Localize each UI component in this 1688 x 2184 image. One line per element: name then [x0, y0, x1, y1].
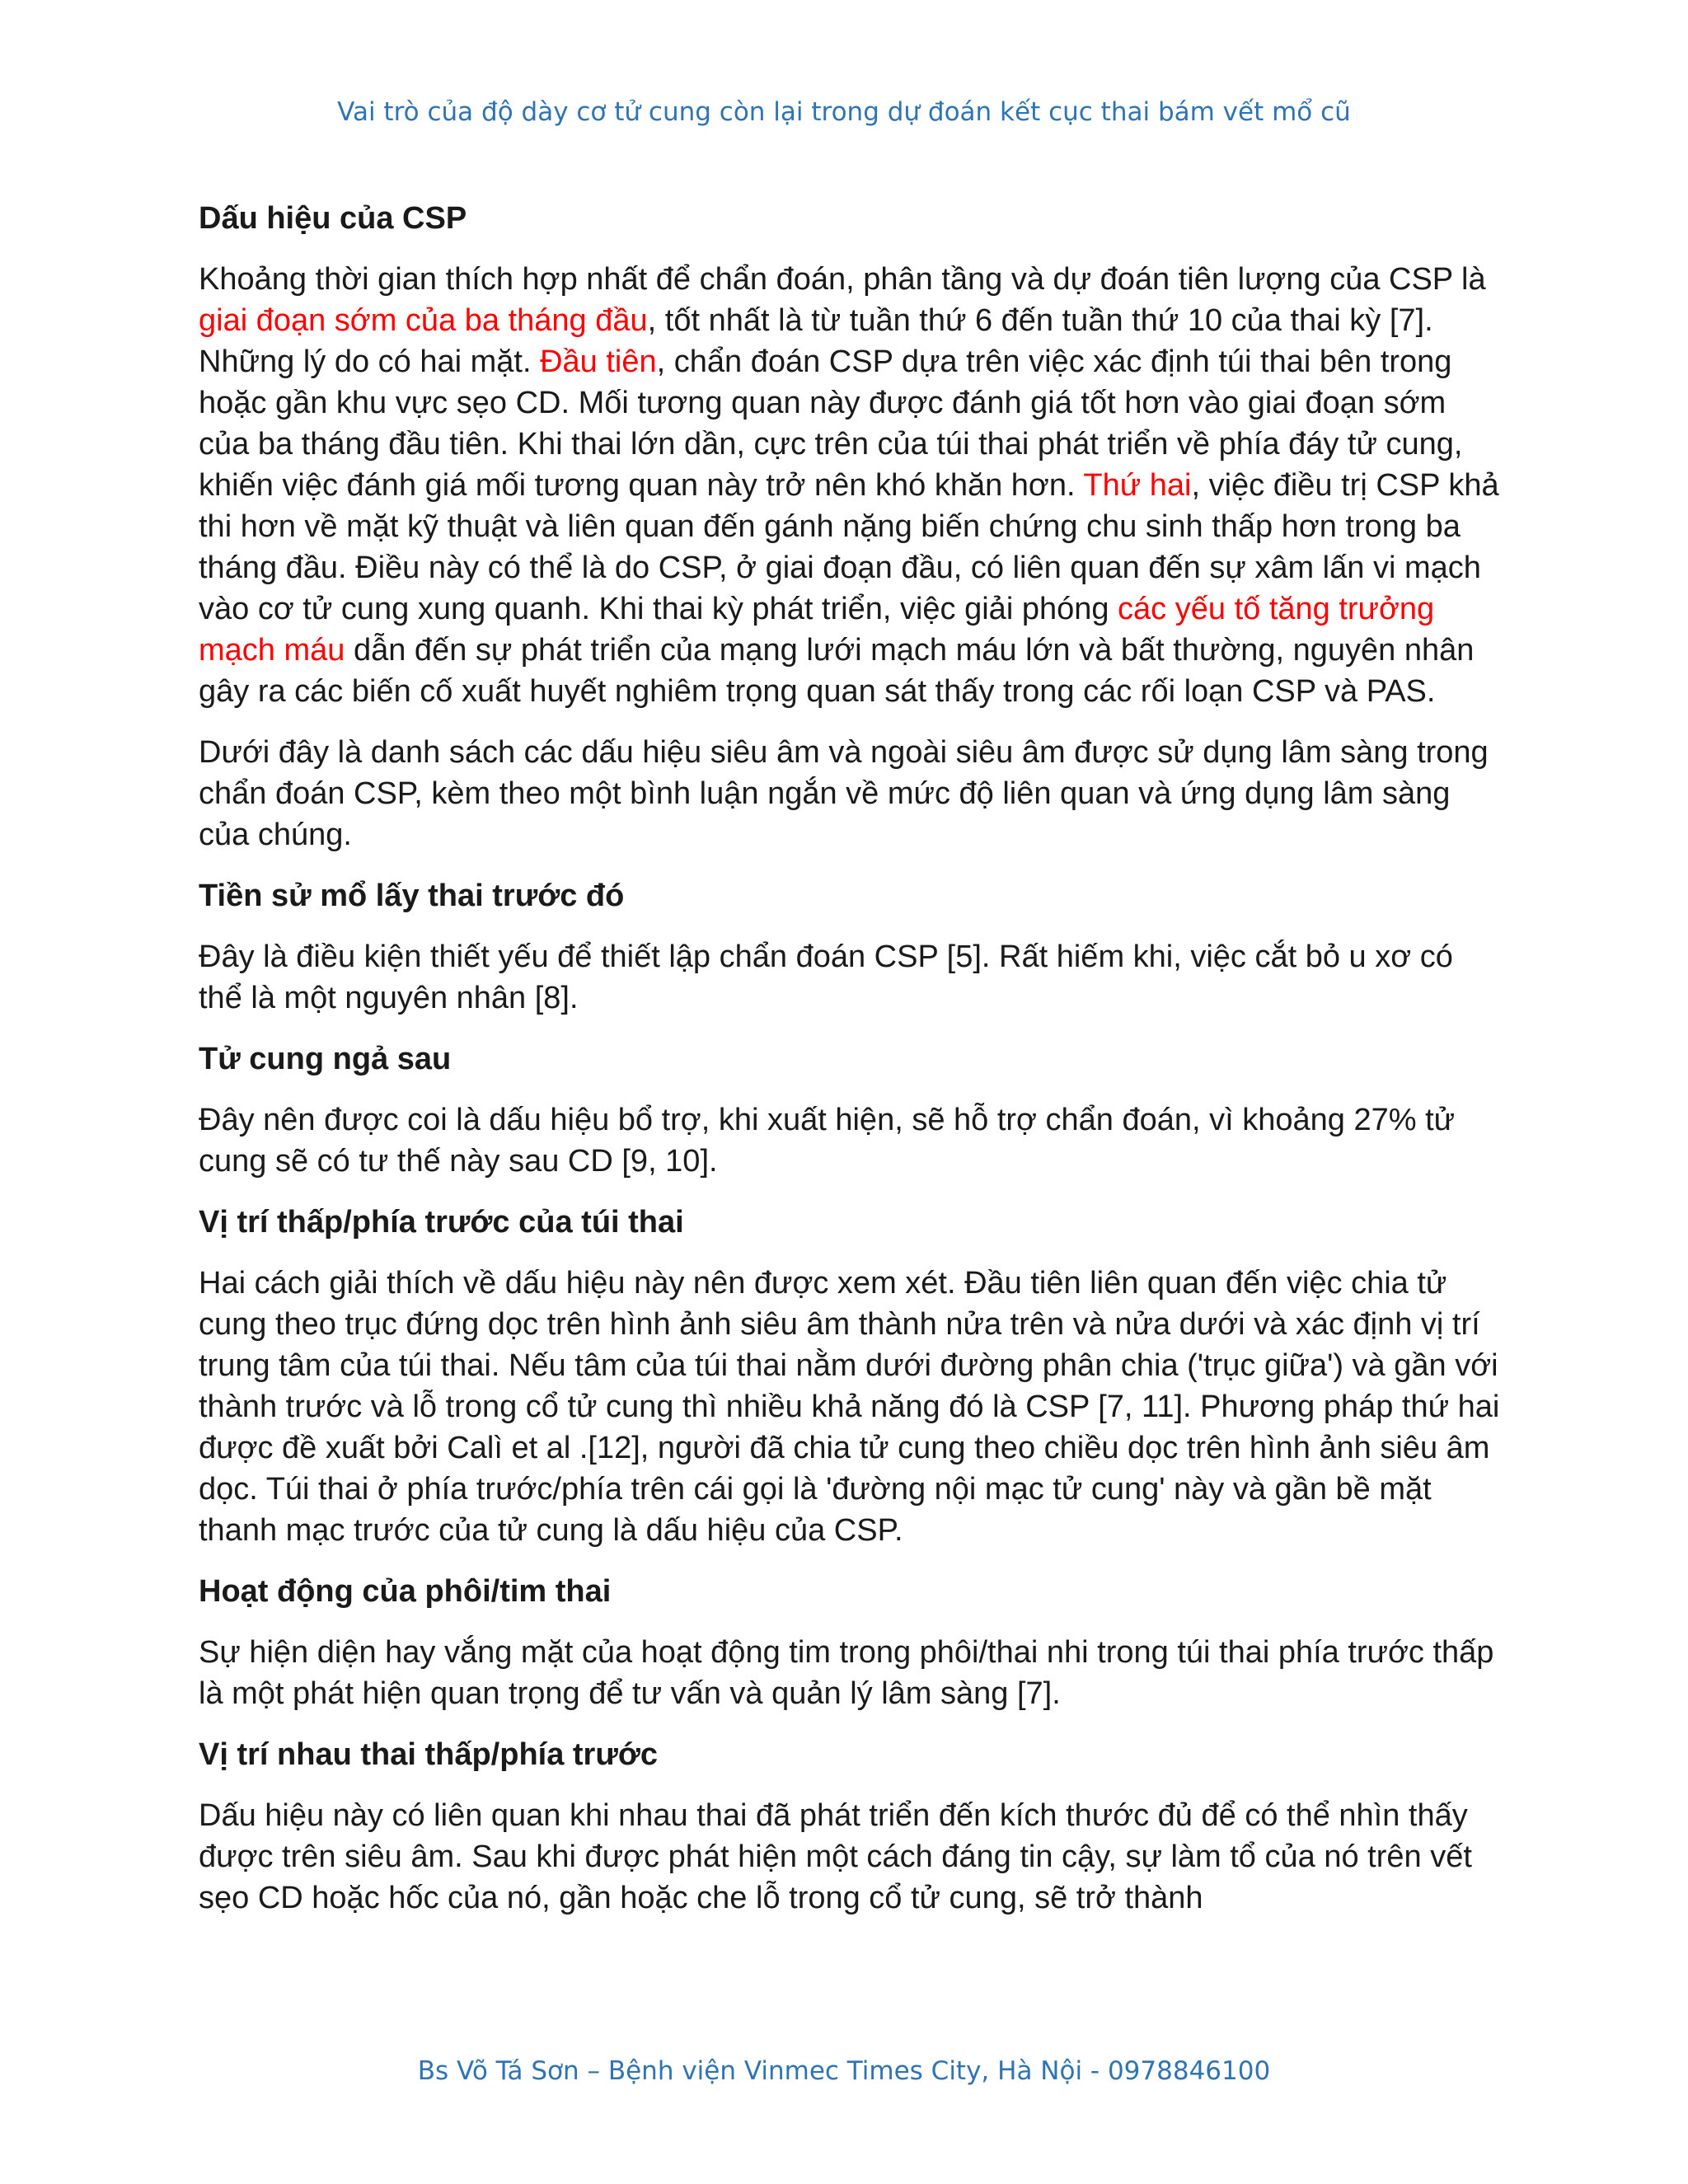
- paragraph-retroverted-uterus: Đây nên được coi là dấu hiệu bổ trợ, khi xuất hiện, sẽ hỗ trợ chẩn đoán, vì khoảng 27% tử cung sẽ có tư thế này sau CD [9, 10].: [199, 1103, 1456, 1179]
- paragraph-placenta-position: Dấu hiệu này có liên quan khi nhau thai đã phát triển đến kích thước đủ để có thể nhìn thấy được trên siêu âm. Sau khi được phát hiện một cách đáng tin cậy, sự làm tổ của nó trên vết sẹo CD hoặc hốc của nó, gần hoặc che lỗ trong cổ tử cung, sẽ trở thành: [199, 1798, 1472, 1915]
- text-run: , chẩn đoán CSP dựa trên việc xác định túi thai bên trong hoặc gần khu vực sẹo CD. Mối tương quan này được đánh giá tốt hơn vào giai đoạn sớm của ba tháng đầu tiên. Khi thai lớn dần, cực trên của túi thai phát triển về phía đáy tử cung, khiến việc đánh giá mối tương quan này trở nên khó khăn hơn.: [199, 344, 1463, 503]
- highlighted-term: Thứ hai: [1083, 468, 1192, 503]
- text-run: , việc điều trị CSP khả thi hơn về mặt kỹ thuật và liên quan đến gánh nặng biến chứng chu sinh thấp hơn trong ba tháng đầu. Điều này có thể là do CSP, ở giai đoạn đầu, có liên quan đến sự xâm lấn vi mạch vào cơ tử cung xung quanh. Khi thai kỳ phát triển, việc giải phóng: [199, 468, 1499, 626]
- paragraph-sign-list-intro: Dưới đây là danh sách các dấu hiệu siêu âm và ngoài siêu âm được sử dụng lâm sàng trong chẩn đoán CSP, kèm theo một bình luận ngắn về mức độ liên quan và ứng dụng lâm sàng của chúng.: [199, 735, 1489, 852]
- paragraph-cardiac-activity: Sự hiện diện hay vắng mặt của hoạt động tim trong phôi/thai nhi trong túi thai phía trước thấp là một phát hiện quan trọng để tư vấn và quản lý lâm sàng [7].: [199, 1635, 1494, 1711]
- page-footer: Bs Võ Tá Sơn – Bệnh viện Vinmec Times City, Hà Nội - 0978846100: [417, 2056, 1271, 2086]
- paragraph-prior-cesarean: Đây là điều kiện thiết yếu để thiết lập chẩn đoán CSP [5]. Rất hiếm khi, việc cắt bỏ u xơ có thể là một nguyên nhân [8].: [199, 940, 1453, 1015]
- page-header: Vai trò của độ dày cơ tử cung còn lại trong dự đoán kết cục thai bám vết mổ cũ: [337, 97, 1351, 127]
- text-run: Khoảng thời gian thích hợp nhất để chẩn đoán, phân tầng và dự đoán tiên lượng của CSP là: [199, 262, 1486, 297]
- section-heading-retroverted-uterus: Tử cung ngả sau: [199, 1042, 452, 1076]
- section-heading-cardiac-activity: Hoạt động của phôi/tim thai: [199, 1574, 612, 1609]
- section-heading-placenta-position: Vị trí nhau thai thấp/phía trước: [199, 1737, 659, 1772]
- document-body: [199, 198, 1501, 1938]
- paragraph-csp-timing: [199, 259, 1501, 712]
- section-heading-prior-cesarean: Tiền sử mổ lấy thai trước đó: [199, 879, 625, 913]
- section-heading-csp-signs: Dấu hiệu của CSP: [199, 201, 467, 236]
- highlighted-term: giai đoạn sớm của ba tháng đầu: [199, 303, 648, 338]
- text-run: , tốt nhất là từ tuần thứ 6 đến tuần thứ 10 của thai kỳ [7]. Những lý do có hai mặt.: [199, 303, 1433, 379]
- text-run: dẫn đến sự phát triển của mạng lưới mạch máu lớn và bất thường, nguyên nhân gây ra các biến cố xuất huyết nghiêm trọng quan sát thấy trong các rối loạn CSP và PAS.: [199, 633, 1475, 709]
- highlighted-term: các yếu tố tăng trưởng mạch máu: [199, 592, 1435, 668]
- highlighted-term: Đầu tiên: [540, 344, 657, 379]
- paragraph-sac-position: Hai cách giải thích về dấu hiệu này nên được xem xét. Đầu tiên liên quan đến việc chia tử cung theo trục đứng dọc trên hình ảnh siêu âm thành nửa trên và nửa dưới và xác định vị trí trung tâm của túi thai. Nếu tâm của túi thai nằm dưới đường phân chia ('trục giữa') và gần với thành trước và lỗ trong cổ tử cung thì nhiều khả năng đó là CSP [7, 11]. Phương pháp thứ hai được đề xuất bởi Calì et al .[12], người đã chia tử cung theo chiều dọc trên hình ảnh siêu âm dọc. Túi thai ở phía trước/phía trên cái gọi là 'đường nội mạc tử cung' này và gần bề mặt thanh mạc trước của tử cung là dấu hiệu của CSP.: [199, 1266, 1500, 1548]
- section-heading-sac-position: Vị trí thấp/phía trước của túi thai: [199, 1205, 684, 1240]
